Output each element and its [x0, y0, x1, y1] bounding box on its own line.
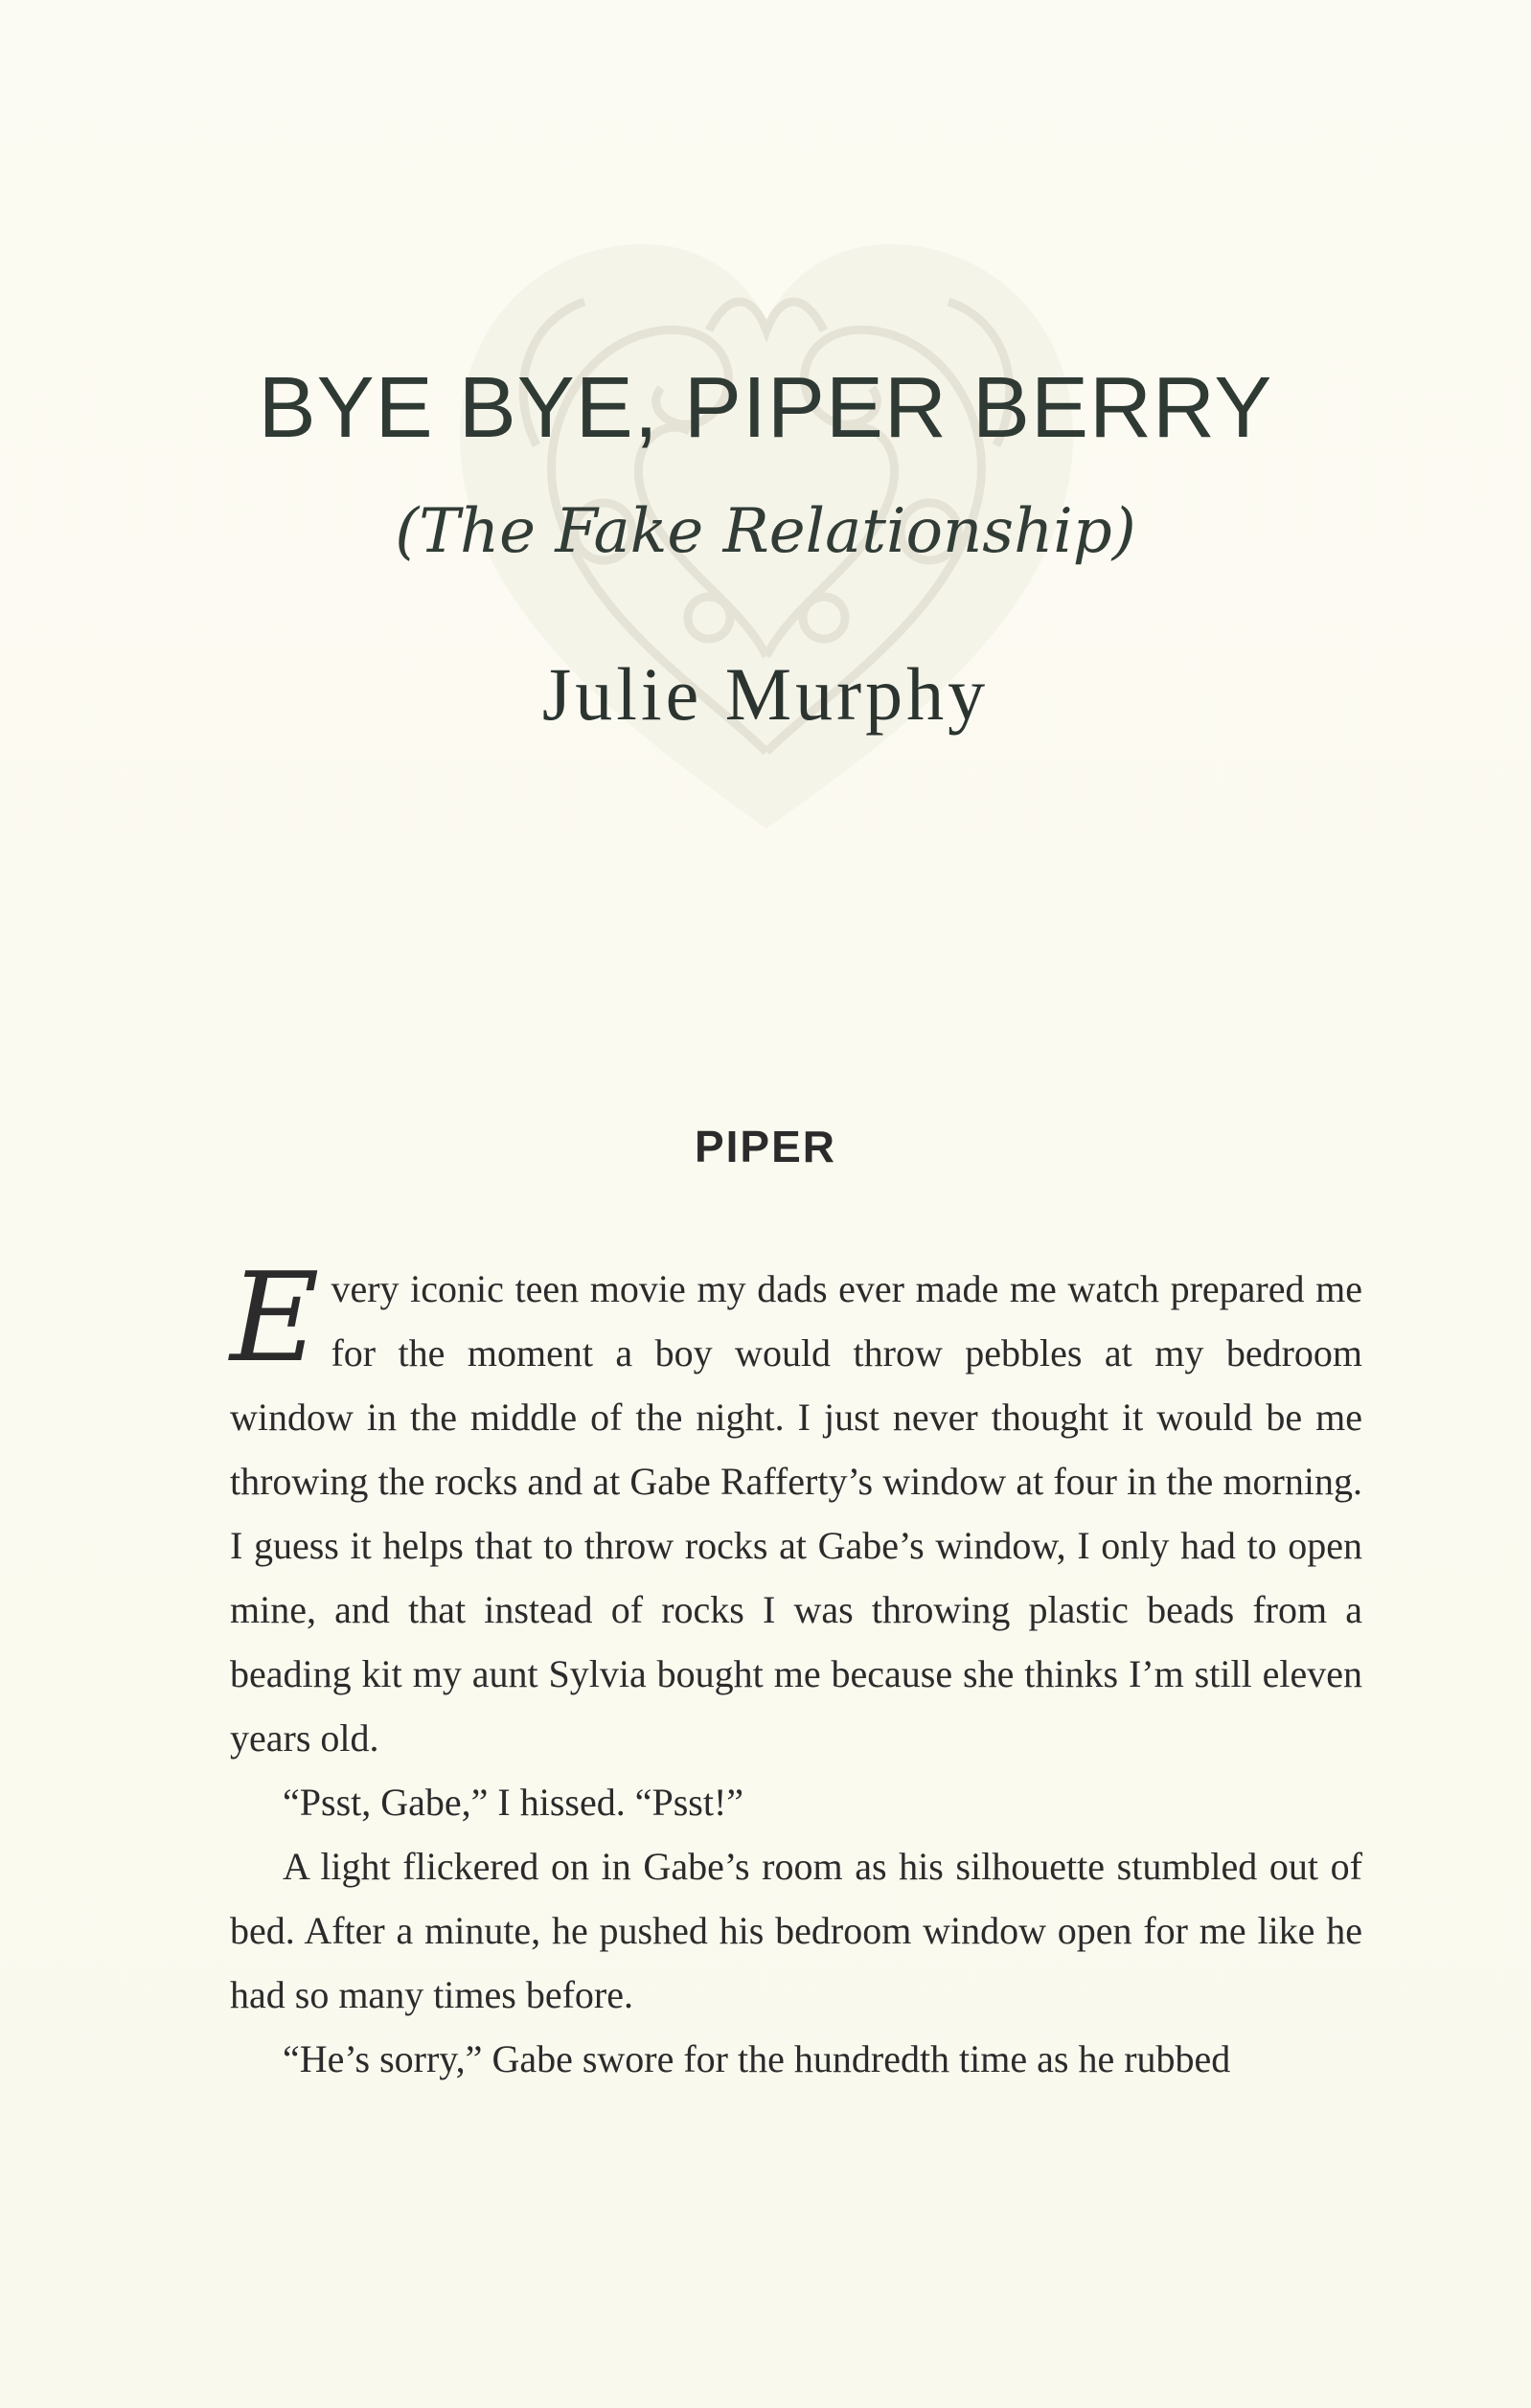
- paragraph-4: “He’s sorry,” Gabe swore for the hundredth time as he rubbed: [283, 2037, 1231, 2080]
- story-title: BYE BYE, PIPER BERRY: [258, 360, 1273, 456]
- paragraph-1-text: very iconic teen movie my dads ever made me watch prepared me for the moment a boy would throw pebbles at my bedroom window in the middle of the night. I just never thought it would be me throwing the rocks and at Gabe Rafferty’s window at four in the morning. I guess it helps that to throw rocks at Gabe’s window, I only had to open mine, and that instead of rocks I was throwing plastic beads from a beading kit my aunt Sylvia bought me because she thinks I’m still eleven years old.: [230, 1267, 1362, 1760]
- author-name: Julie Murphy: [541, 652, 990, 736]
- chapter-body: [230, 1247, 1362, 2091]
- paragraph-3: A light flickered on in Gabe’s room as his silhouette stumbled out of bed. After a minute, he pushed his bedroom window open for me like he had so many times before.: [230, 1845, 1362, 2016]
- story-subtitle: (The Fake Relationship): [395, 496, 1136, 567]
- paragraph-2: “Psst, Gabe,” I hissed. “Psst!”: [283, 1781, 744, 1824]
- drop-cap: E: [230, 1247, 320, 1390]
- chapter-heading: PIPER: [694, 1122, 837, 1171]
- paragraph-1: [230, 1247, 1362, 1770]
